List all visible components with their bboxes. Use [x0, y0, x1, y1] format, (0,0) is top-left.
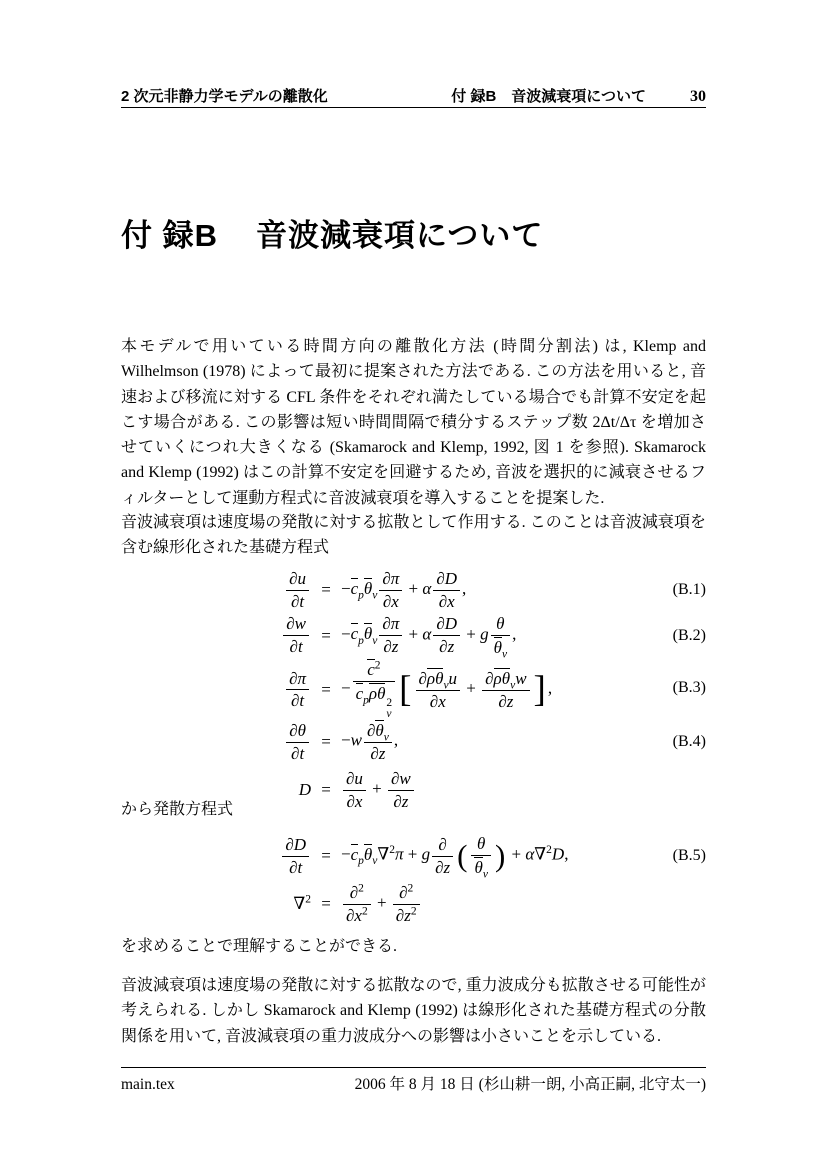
equation-row-b.2 [121, 612, 706, 659]
equation-rhs: $\frac{\partial^2}{\partial x^2}$ + $\frac{\partial^2}{\partial z^2}$ [341, 883, 706, 925]
equation-rhs: $\frac{\partial u}{\partial x}$ + $\frac{\partial w}{\partial z}$ [341, 769, 706, 811]
equation-rhs: $-c_p\theta_v$ $\frac{\partial\pi}{\partial z}$ + α $\frac{\partial D}{\partial z}$ + g $\frac{\theta}{\theta_v}$ , [341, 613, 517, 660]
equation-row-b.3 [121, 659, 706, 721]
equation-equals-sign: = [321, 780, 331, 799]
appendix-label: 付 録B [121, 218, 218, 253]
equation-row-b.5 [121, 831, 706, 881]
header-running-title: 2 次元非静力学モデルの離散化 [121, 88, 328, 105]
equation-equals-sign: = [321, 732, 331, 751]
footer-date-authors: 2006 年 8 月 18 日 (杉山耕一朗, 小高正嗣, 北守太一) [354, 1076, 706, 1093]
equation-equals-sign: = [321, 580, 331, 599]
equation-rhs: −w $\frac{\partial\theta_v}{\partial z}$ , [341, 721, 399, 763]
equation-block-divergence-equation [121, 831, 706, 927]
page-title [121, 210, 543, 255]
equation-lhs: $\frac{\partial u}{\partial t}$ [284, 569, 311, 611]
equation-equals-sign: = [321, 625, 331, 645]
page-content [121, 0, 706, 1169]
paragraph-intro: 本モデルで用いている時間方向の離散化方法 (時間分割法) は, Klemp and Wilhelmson (1978) によって最初に提案された方法である. この方法を用いると, 音速および移流に対する CFL 条件をそれぞれ満たしている場合でも計算不安定を起こす場合がある. この影響は短い時間間隔で積分するステップ数 2Δt/Δτ を増加させていくにつれ大きくなる (Skamarock and Klemp, 1992, 図 1 を参照). Skamarock and Klemp (1992) はこの計算不安定を回避するため, 音波を選択的に減衰させるフィルターとして運動方程式に音波減衰項を導入することを提案した. [121, 338, 706, 507]
equation-lhs: D [298, 780, 311, 799]
equation-number: (B.4) [672, 733, 706, 750]
equation-row-b.1 [121, 568, 706, 612]
header-rule [121, 107, 706, 108]
header-section-title: 付 録B 音波減衰項について [451, 88, 646, 105]
page-footer [121, 1072, 706, 1094]
equation-number: (B.2) [672, 626, 706, 644]
equation-rhs: − $c^2$ $c_p\rho\theta$ 2 v [ $\partial\rho\theta_vu$ ∂x + $\partial\rho\theta_vw$ ∂z ] , [341, 659, 553, 721]
paragraph-divergence-lead: から発散方程式 [121, 801, 234, 818]
equation-lhs: $\frac{\partial\theta}{\partial t}$ [284, 721, 311, 763]
equation-number: (B.1) [672, 581, 706, 598]
equation-lhs: $\frac{\partial w}{\partial t}$ [281, 614, 311, 656]
equation-equals-sign: = [321, 846, 331, 865]
equation-lhs: ∇$^2$ [293, 893, 311, 913]
page-number: 30 [690, 88, 706, 105]
paragraph-conclusion: 音波減衰項は速度場の発散に対する拡散なので, 重力波成分も拡散させる可能性が考えられる. しかし Skamarock and Klemp (1992) は線形化された基礎方程式の分散関係を用いて, 音波減衰項の重力波成分への影響は小さいことを示している. [121, 977, 706, 1045]
paragraph-after-equations: を求めることで理解することができる. [121, 938, 398, 955]
equation-row-b.4 [121, 717, 706, 767]
paragraph-equations-lead: 音波減衰項は速度場の発散に対する拡散として作用する. このことは音波減衰項を含む線形化された基礎方程式 [121, 514, 706, 557]
equation-lhs: $\frac{\partial\pi}{\partial t}$ [284, 669, 311, 711]
equation-lhs: $\frac{\partial D}{\partial t}$ [280, 835, 311, 877]
equation-block-basic-equations [121, 568, 706, 813]
footer-filename: main.tex [121, 1076, 175, 1093]
equation-rhs: $-c_p\theta_v$ $\frac{\partial\pi}{\partial x}$ + α $\frac{\partial D}{\partial x}$ , [341, 568, 467, 611]
equation-equals-sign: = [321, 679, 331, 699]
equation-rhs: $-c_p\theta_v\nabla^2\pi + g$ ∂ ∂z ( $\frac{\theta}{\theta_v}$ ) + α∇$^2$D, [341, 834, 569, 881]
equation-equals-sign: = [321, 894, 331, 913]
equation-number: (B.3) [672, 679, 706, 696]
equation-row-definition [121, 881, 706, 927]
equation-number: (B.5) [672, 847, 706, 864]
footer-rule [121, 1067, 706, 1068]
page-header [121, 85, 706, 106]
appendix-title: 音波減衰項について [256, 218, 544, 253]
